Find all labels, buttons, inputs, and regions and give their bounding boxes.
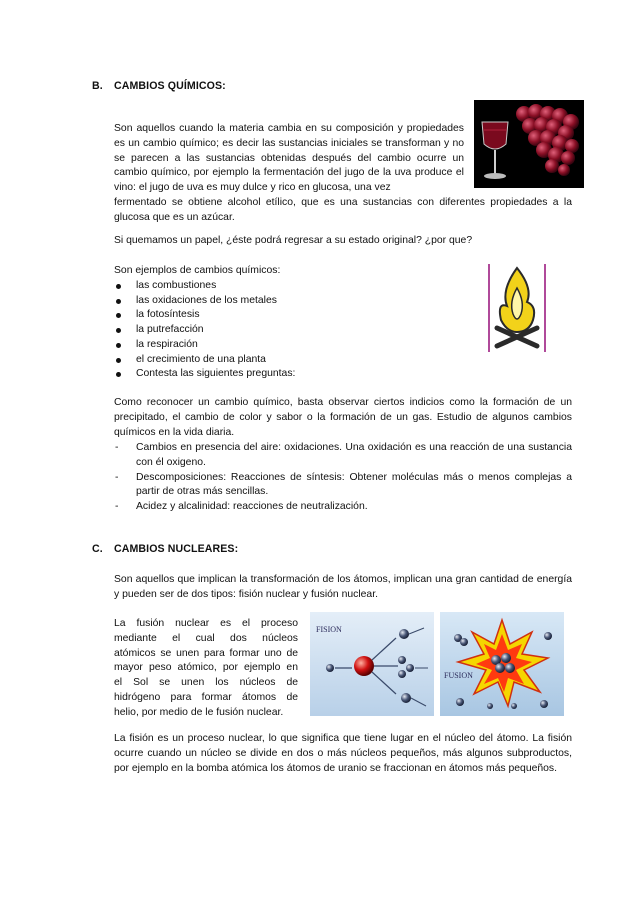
- list-item: el crecimiento de una planta: [114, 353, 474, 368]
- section-b-title: CAMBIOS QUÍMICOS:: [114, 80, 226, 92]
- list-item: - Descomposiciones: Reacciones de síntesis: Obtener moléculas más o menos complejas a partir de otras más sencillas.: [114, 471, 572, 501]
- chemical-changes-list: [114, 441, 572, 515]
- fusion-line: La fusión nuclear es el proceso: [114, 618, 298, 629]
- wine-grapes-image: [474, 100, 584, 188]
- nuclear-diagram-illustration: [308, 608, 566, 720]
- wine-grapes-illustration: [474, 100, 584, 188]
- fusion-line: mayor peso atómico, por ejemplo en: [114, 662, 298, 674]
- fision-label: FISION: [316, 625, 342, 634]
- examples-list: [114, 279, 474, 382]
- section-b-question: Si quemamos un papel, ¿éste podrá regresar a su estado original? ¿por que?: [114, 235, 473, 246]
- section-c-intro: Son aquellos que implican la transformación de los átomos, implican una gran cantidad de energía y pueden ser de dos tipos: fisión nuclear y fusión nuclear.: [114, 574, 572, 600]
- list-item: Contesta las siguientes preguntas:: [114, 367, 474, 382]
- section-c-title: CAMBIOS NUCLEARES:: [114, 543, 239, 555]
- campfire-image: [487, 262, 547, 354]
- recognize-paragraph: Como reconocer un cambio químico, basta observar ciertos indicios como la formación de un precipitado, el cambio de color y sabor o la formación de un gas. Estudio de algunos cambios químicos en la vida diaria.: [114, 397, 572, 438]
- list-item: - Acidez y alcalinidad: reacciones de neutralización.: [114, 500, 572, 515]
- examples-label: Son ejemplos de cambios químicos:: [114, 265, 281, 276]
- section-b-intro-continued: fermentado se obtiene alcohol etílico, que es una sustancias con diferentes propiedades a la glucosa que es un azúcar.: [114, 197, 572, 223]
- section-b-letter: B.: [92, 80, 103, 92]
- fusion-line: el Sol se unen los núcleos de: [114, 677, 298, 689]
- list-item: las combustiones: [114, 279, 474, 294]
- fission-fusion-diagram: [308, 608, 566, 720]
- list-item: - Cambios en presencia del aire: oxidaciones. Una oxidación es una reacción de una sustancia con él oxigeno.: [114, 441, 572, 471]
- section-c-letter: C.: [92, 543, 103, 555]
- list-item: la respiración: [114, 338, 474, 353]
- section-b-heading: [92, 80, 226, 92]
- section-c-heading: [92, 543, 238, 555]
- fusion-label: FUSION: [444, 671, 473, 680]
- fusion-line: helio, por medio de le fusión nuclear.: [114, 706, 284, 718]
- fusion-line: hidrógeno para formar átomos de: [114, 691, 298, 703]
- list-item: las oxidaciones de los metales: [114, 294, 474, 309]
- fusion-line: mediante el cual dos núcleos: [114, 632, 298, 644]
- fusion-paragraph: [114, 617, 298, 721]
- list-item: la fotosíntesis: [114, 308, 474, 323]
- fusion-line: atómicos se unen para formar uno de: [114, 647, 298, 659]
- section-b-intro: Son aquellos cuando la materia cambia en su composición y propiedades es un cambio químico; es decir las sustancias iniciales se transforman y no se parecen a las sustancias obtenidas después del cambio ocurre un cambio químico, por ejemplo la fermentación del jugo de la uva produce el vino: el jugo de uva es muy dulce y rico en glucosa, una vez: [114, 123, 464, 194]
- campfire-illustration: [487, 262, 547, 354]
- list-item: la putrefacción: [114, 323, 474, 338]
- fission-paragraph: La fisión es un proceso nuclear, lo que significa que tiene lugar en el núcleo del átomo. La fisión ocurre cuando un núcleo se divide en dos o más núcleos pequeños, más algunos subproductos, por ejemplo en la bomba atómica los átomos de uranio se fraccionan en átomos más pequeños.: [114, 733, 572, 774]
